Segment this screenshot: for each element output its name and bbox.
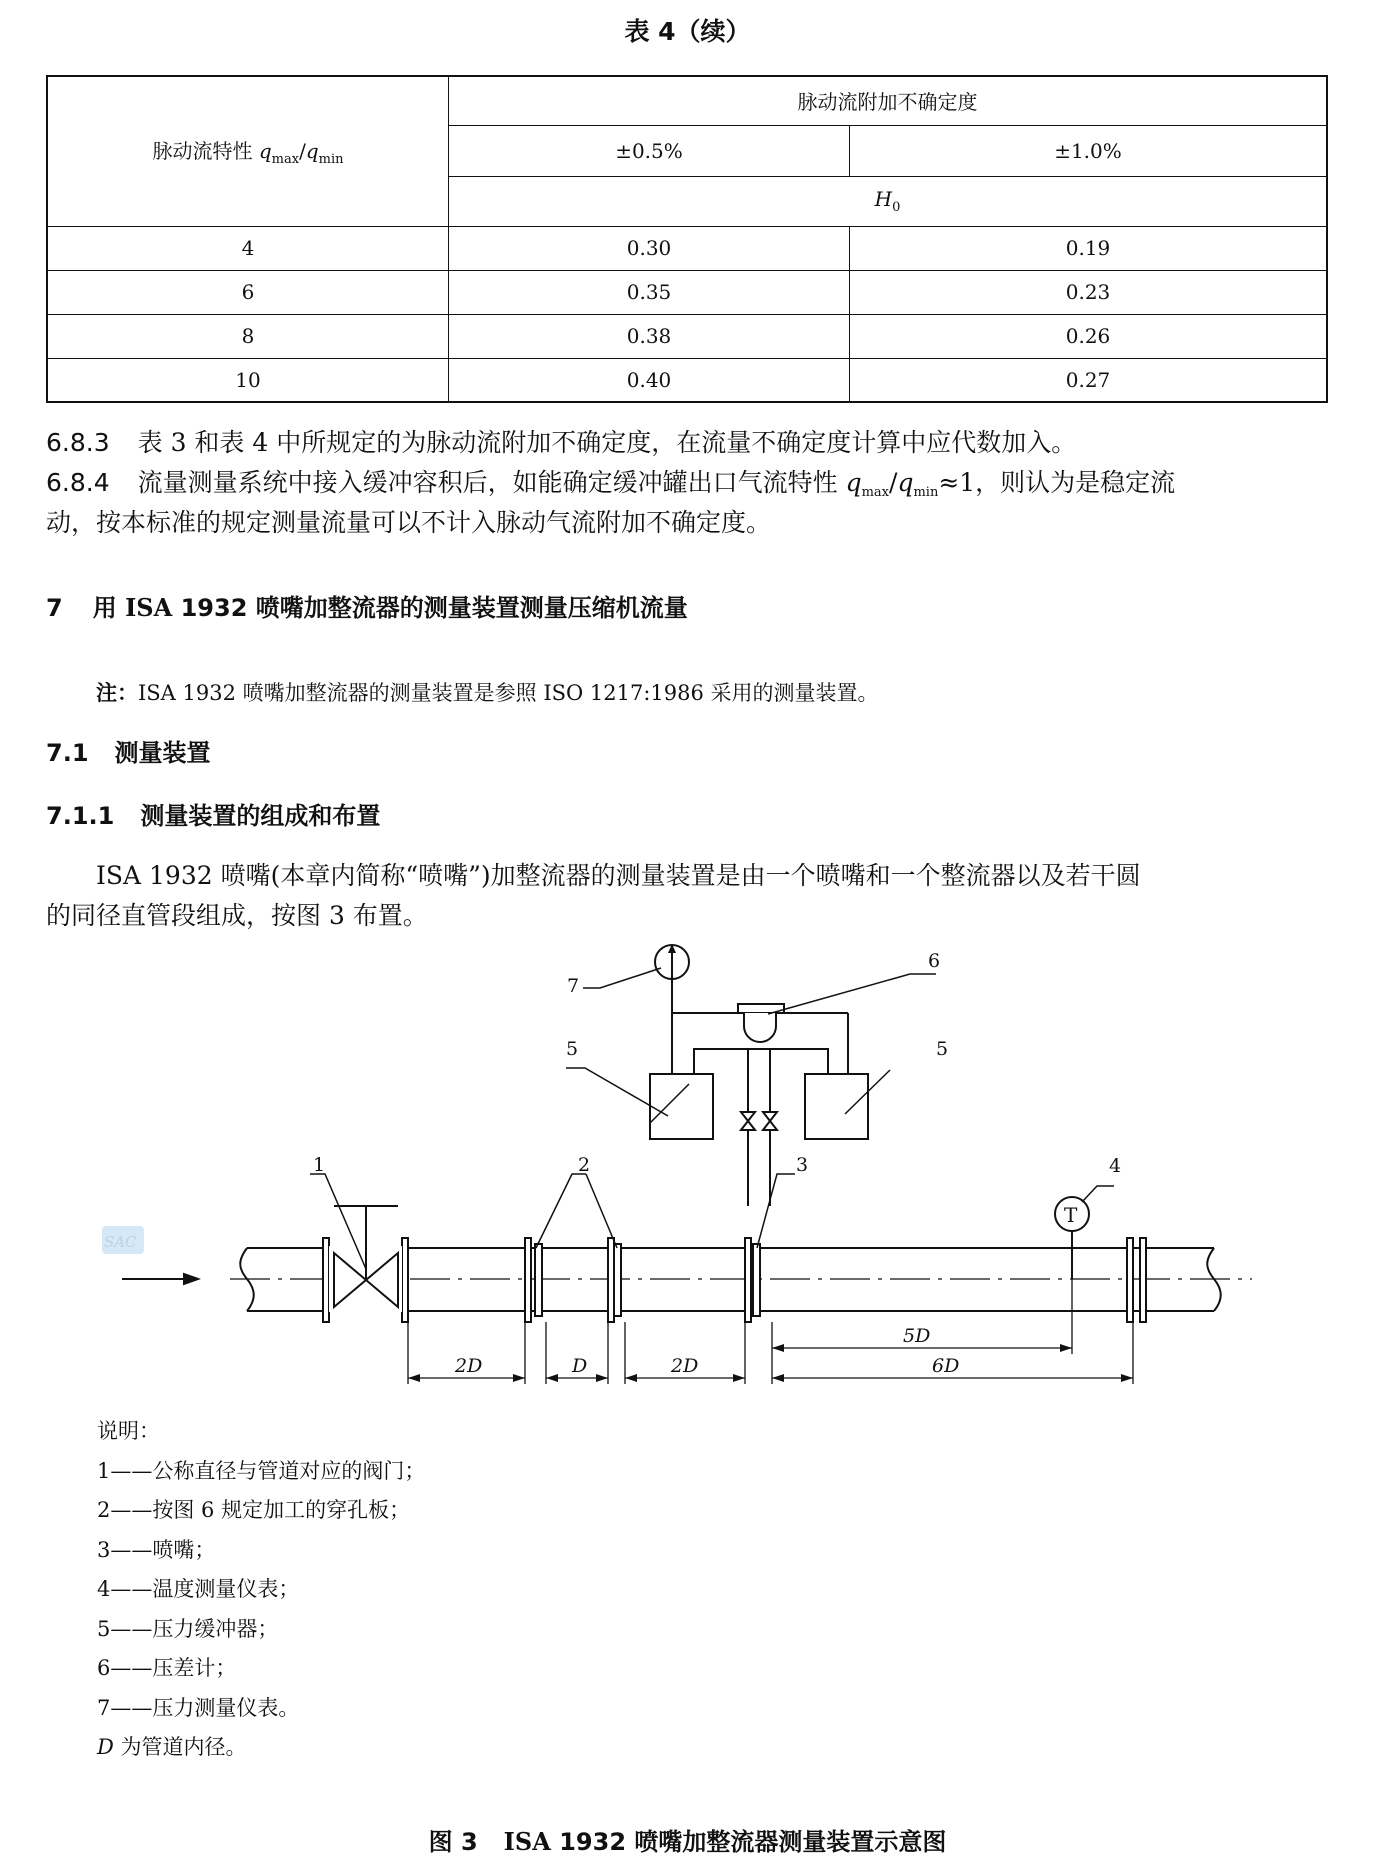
section-number: 7.1 — [46, 739, 89, 767]
q-max-symbol: q — [845, 468, 862, 497]
watermark-text: SAC — [104, 1233, 137, 1251]
legend-item: 3——喷嘴； — [97, 1537, 216, 1562]
cell-b: 0.19 — [850, 226, 1328, 270]
legend-item: 1——公称直径与管道对应的阀门； — [97, 1458, 426, 1483]
flanges — [323, 1238, 1146, 1322]
thermometer-label: T — [1064, 1203, 1078, 1227]
pressure-gauge-icon — [655, 944, 689, 979]
h0-sub: 0 — [892, 200, 901, 215]
clause-number: 6.8.3 — [46, 428, 110, 457]
clause-text: 表 3 和表 4 中所规定的为脉动流附加不确定度，在流量不确定度计算中应代数加入。 — [137, 428, 1077, 457]
heading-isa: ISA — [125, 593, 173, 622]
cell-ratio: 8 — [47, 314, 449, 358]
table-row — [47, 226, 1327, 270]
figure-caption-isa: ISA — [503, 1827, 551, 1856]
legend-item: 2——按图 6 规定加工的穿孔板； — [97, 1498, 411, 1522]
cell-a: 0.40 — [449, 358, 850, 402]
legend-item: 7——压力测量仪表。 — [97, 1695, 300, 1720]
cell-a: 0.38 — [449, 314, 850, 358]
pressure-buffer-left — [650, 1074, 713, 1139]
figure-3-diagram — [0, 930, 1375, 1390]
q-max-symbol: q — [258, 139, 272, 164]
ratio-slash: / — [889, 468, 898, 497]
q-max-sub: max — [271, 152, 300, 168]
clause-6-8-4-line2: 动，按本标准的规定测量流量可以不计入脉动气流附加不确定度。 — [46, 508, 772, 537]
cell-ratio: 6 — [47, 270, 449, 314]
table-caption: 表 4（续） — [624, 17, 751, 46]
d-text: 为管道内径。 — [113, 1735, 247, 1759]
legend-item: 5——压力缓冲器； — [97, 1616, 279, 1641]
q-min-symbol: q — [897, 468, 914, 497]
heading-prefix: 用 — [92, 594, 126, 622]
clause-6-8-3 — [46, 423, 1336, 463]
inflow-arrow-icon — [122, 1274, 198, 1284]
section-7-1-heading — [46, 733, 211, 768]
clause-number: 6.8.4 — [46, 468, 110, 497]
cell-b: 0.26 — [850, 314, 1328, 358]
q-max-sub: max — [861, 485, 890, 500]
pressure-buffer-right — [805, 1070, 890, 1139]
dim-2d-a: 2D — [455, 1355, 483, 1377]
figure-caption-rest: 1932 喷嘴加整流器测量装置示意图 — [550, 1828, 947, 1856]
dimension-lines — [408, 1279, 1133, 1384]
header-label: 脉动流特性 — [152, 139, 253, 164]
table-row — [47, 314, 1327, 358]
sac-watermark — [102, 1226, 144, 1254]
header-col-a: ±0.5% — [449, 125, 850, 176]
perforated-plates — [535, 1244, 760, 1316]
valve-icon — [329, 1206, 402, 1312]
dim-5d: 5D — [903, 1325, 931, 1347]
section-number: 7.1.1 — [46, 802, 115, 830]
differential-manometer-icon — [738, 1004, 784, 1042]
dim-2d-b: 2D — [671, 1355, 699, 1377]
table-row — [47, 358, 1327, 402]
h0-symbol: H — [874, 187, 893, 211]
section-number: 7 — [46, 594, 63, 622]
label-4: 4 — [1109, 1155, 1122, 1177]
clause-text-part1: 流量测量系统中接入缓冲容积后，如能确定缓冲罐出口气流特性 — [137, 468, 846, 497]
q-min-symbol: q — [305, 139, 319, 164]
dimension-arrowheads — [408, 1344, 1133, 1382]
q-min-sub: min — [913, 485, 939, 500]
legend-item: 4——温度测量仪表； — [97, 1577, 300, 1601]
table-4 — [46, 75, 1328, 403]
paragraph-line1: ISA 1932 喷嘴(本章内简称“喷嘴”)加整流器的测量装置是由一个喷嘴和一个整流器以及若干圆 — [96, 861, 1141, 890]
header-col-b: ±1.0% — [850, 125, 1328, 176]
label-2: 2 — [578, 1154, 591, 1176]
legend-item: 6——压差计； — [97, 1656, 237, 1680]
note — [96, 677, 879, 707]
cell-b: 0.27 — [850, 358, 1328, 402]
cell-b: 0.23 — [850, 270, 1328, 314]
q-min-sub: min — [318, 152, 344, 168]
clause-text-part2: ≈1，则认为是稳定流 — [938, 468, 1176, 497]
header-h0 — [449, 176, 1328, 226]
thermometer-icon — [1055, 1197, 1089, 1279]
section-title: 测量装置 — [114, 739, 211, 767]
section-7-1-1-heading — [46, 796, 380, 831]
legend-title: 说明： — [97, 1419, 160, 1443]
dim-6d: 6D — [932, 1355, 960, 1377]
dim-d: D — [572, 1355, 588, 1377]
note-text: ISA 1932 喷嘴加整流器的测量装置是参照 ISO 1217:1986 采用的测量装置。 — [138, 681, 879, 705]
ratio-slash: / — [299, 139, 306, 164]
label-7: 7 — [567, 975, 580, 997]
section-title: 测量装置的组成和布置 — [140, 802, 381, 830]
label-1: 1 — [313, 1154, 326, 1176]
label-5-left: 5 — [566, 1038, 579, 1060]
cell-ratio: 10 — [47, 358, 449, 402]
cell-a: 0.35 — [449, 270, 850, 314]
header-pulsation-characteristic — [47, 76, 449, 226]
header-additional-uncertainty: 脉动流附加不确定度 — [449, 76, 1328, 125]
section-7-heading — [46, 588, 688, 623]
legend-d-note — [97, 1728, 425, 1768]
heading-rest: 1932 喷嘴加整流器的测量装置测量压缩机流量 — [172, 594, 688, 622]
figure-number: 图 3 — [428, 1828, 478, 1856]
note-label: 注： — [96, 681, 138, 705]
shutoff-valves-icon — [741, 1112, 777, 1130]
figure-legend — [97, 1412, 425, 1768]
figure-caption — [0, 1822, 1375, 1857]
cell-ratio: 4 — [47, 226, 449, 270]
d-symbol: D — [97, 1735, 114, 1759]
label-3: 3 — [796, 1154, 809, 1176]
label-5-right: 5 — [936, 1038, 949, 1060]
cell-a: 0.30 — [449, 226, 850, 270]
paragraph-line2: 的同径直管段组成，按图 3 布置。 — [46, 901, 428, 930]
table-row — [47, 270, 1327, 314]
label-6: 6 — [928, 950, 941, 972]
